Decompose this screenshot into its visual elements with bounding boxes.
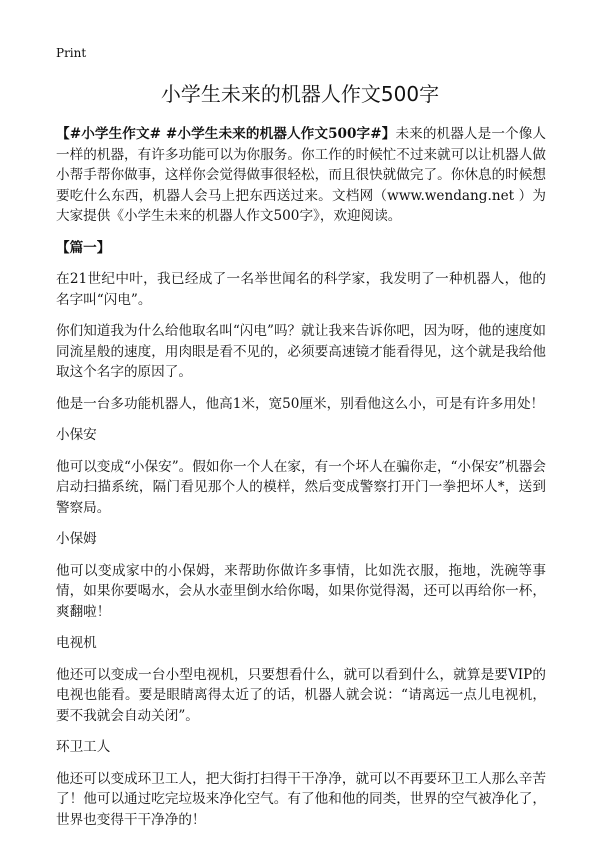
paragraph-3: 他是一台多功能机器人，他高1米，宽50厘米，别看他这么小，可是有许多用处！ (56, 395, 545, 412)
subheading-security: 小保安 (56, 427, 97, 443)
article-body (56, 124, 546, 841)
paragraph-6: 他还可以变成一台小型电视机，只要想看什么，就可以看到什么，就算是要VIP的电视也能看。要是眼睛离得太近了的话，机器人就会说：“请离远一点儿电视机，要不我就会自动关闭”。 (56, 666, 546, 724)
section-heading: 【篇一】 (56, 239, 111, 256)
intro-text: 未来的机器人是一个像人一样的机器，有许多功能可以为你服务。你工作的时候忙不过来就可以让机器人做小帮手帮你做事，这样你会觉得做事很轻松，而且很快就做完了。你休息的时候想要吃什么东西，机器人会马上把东西送过来。文档网（www.wendang.net ）为大家提供《小学生未来的机器人作文500字》，欢迎阅读。 (56, 126, 547, 224)
page-title: 小学生未来的机器人作文500字 (160, 82, 440, 106)
paragraph-4: 他可以变成“小保安”。假如你一个人在家，有一个坏人在骗你走，“小保安”机器会启动扫描系统，隔门看见那个人的模样，然后变成警察打开门一拳把坏人*，送到警察局。 (56, 458, 546, 516)
paragraph-5: 他可以变成家中的小保姆，来帮助你做许多事情，比如洗衣服，拖地，洗碗等事情，如果你要喝水，会从水壶里倒水给你喝，如果你觉得渴，还可以再给你一杯，爽翻啦！ (56, 562, 546, 620)
paragraph-7: 他还可以变成环卫工人，把大街打扫得干干净净，就可以不再要环卫工人那么辛苦了！他可以通过吃完垃圾来净化空气。有了他和他的同类，世界的空气被净化了，世界也变得干干净净的！ (56, 770, 546, 828)
paragraph-1: 在21世纪中叶，我已经成了一名举世闻名的科学家，我发明了一种机器人，他的名字叫“闪电”。 (56, 271, 546, 308)
paragraph-2: 你们知道我为什么给他取名叫“闪电”吗？就让我来告诉你吧，因为呀，他的速度如同流星般的速度，用肉眼是看不见的，必须要高速镜才能看得见，这个就是我给他取这个名字的原因了。 (56, 323, 546, 380)
print-label: Print (56, 46, 87, 60)
subheading-tv: 电视机 (56, 635, 97, 651)
subheading-sanitation: 环卫工人 (56, 739, 111, 755)
subheading-nanny: 小保姆 (56, 531, 97, 547)
intro-paragraph (56, 124, 546, 227)
intro-tag: 【#小学生作文# #小学生未来的机器人作文500字#】 (56, 126, 396, 142)
